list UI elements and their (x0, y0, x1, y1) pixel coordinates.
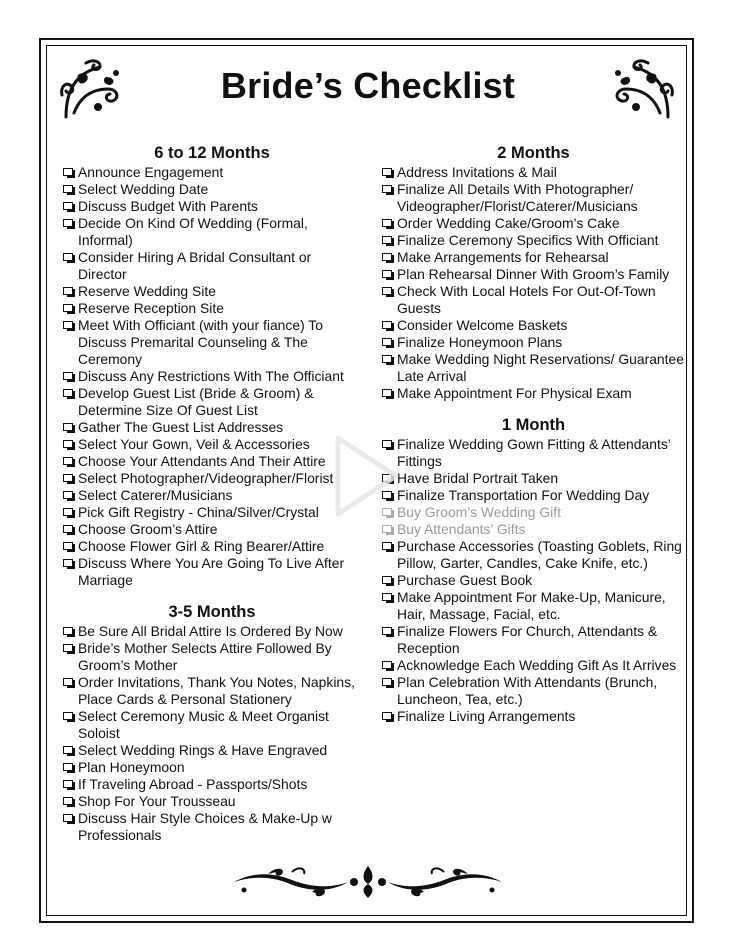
checklist-item[interactable] (62, 198, 362, 215)
checklist-item[interactable] (62, 453, 362, 470)
checklist-item-label: Acknowledge Each Wedding Gift As It Arrives (397, 657, 677, 673)
checklist-item[interactable] (62, 181, 362, 198)
checkbox-icon[interactable] (382, 236, 392, 244)
checkbox-icon[interactable] (63, 627, 73, 635)
checkbox-icon[interactable] (382, 576, 392, 584)
checklist-item-label: Select Wedding Date (78, 181, 209, 197)
checkbox-icon[interactable] (382, 593, 392, 601)
checkbox-icon[interactable] (63, 287, 73, 295)
checklist-item[interactable] (381, 334, 686, 351)
checklist-item[interactable] (62, 555, 362, 589)
checklist-item-label: Discuss Where You Are Going To Live After Marriage (78, 555, 345, 588)
checkbox-icon[interactable] (63, 202, 73, 210)
checklist-item-label: Reserve Wedding Site (78, 283, 216, 299)
checkbox-icon[interactable] (382, 219, 392, 227)
checklist-item[interactable] (62, 487, 362, 504)
checklist-item[interactable] (381, 657, 686, 674)
checklist-item-label: Be Sure All Bridal Attire Is Ordered By Now (78, 623, 343, 639)
checklist-item[interactable] (62, 385, 362, 419)
checklist-item-label: Consider Hiring A Bridal Consultant or Director (78, 249, 312, 282)
checkbox-icon[interactable] (382, 185, 392, 193)
checkbox-icon[interactable] (382, 338, 392, 346)
checklist-item-label: Announce Engagement (78, 164, 224, 180)
checkbox-icon[interactable] (63, 168, 73, 176)
checklist-item-label: Choose Flower Girl & Ring Bearer/Attire (78, 538, 325, 554)
checkbox-icon[interactable] (63, 253, 73, 261)
checklist-item[interactable] (62, 538, 362, 555)
checkbox-icon[interactable] (382, 287, 392, 295)
checklist-item[interactable] (381, 266, 686, 283)
checklist-item[interactable] (62, 759, 362, 776)
checklist-item-label: Shop For Your Trousseau (78, 793, 236, 809)
checklist-item-label: Finalize Ceremony Specifics With Officiant (397, 232, 659, 248)
checklist-item[interactable] (381, 572, 686, 589)
checkbox-icon[interactable] (63, 525, 73, 533)
checklist-item[interactable] (62, 470, 362, 487)
checkbox-icon[interactable] (63, 746, 73, 754)
checklist-item-label: Develop Guest List (Bride & Groom) & Determine Size Of Guest List (78, 385, 314, 418)
checkbox-icon[interactable] (63, 644, 73, 652)
checkbox-icon[interactable] (63, 542, 73, 550)
checklist-item-label: Select Photographer/Videographer/Florist (78, 470, 334, 486)
checklist-item-label: Plan Rehearsal Dinner With Groom’s Family (397, 266, 670, 282)
right-column (381, 143, 686, 738)
checklist-item[interactable] (381, 538, 686, 572)
checkbox-icon[interactable] (382, 321, 392, 329)
checklist-item-label: Make Wedding Night Reservations/ Guarantee Late Arrival (397, 351, 684, 384)
checklist-item-label: Bride’s Mother Selects Attire Followed By Groom’s Mother (78, 640, 332, 673)
checklist-item-label: Order Wedding Cake/Groom’s Cake (397, 215, 620, 231)
checklist-item[interactable] (381, 232, 686, 249)
checklist-item[interactable] (381, 283, 686, 317)
checklist-item-label: Finalize Wedding Gown Fitting & Attendants’ Fittings (397, 436, 671, 469)
checklist-item-label: Choose Your Attendants And Their Attire (78, 453, 326, 469)
checklist-item-label: Discuss Any Restrictions With The Officiant (78, 368, 344, 384)
checkbox-icon[interactable] (382, 661, 392, 669)
checkbox-icon[interactable] (63, 185, 73, 193)
checklist-item[interactable] (62, 623, 362, 640)
page-title: Bride’s Checklist (220, 65, 516, 106)
checklist-item[interactable] (381, 708, 686, 725)
checklist-item[interactable] (62, 249, 362, 283)
checklist-item[interactable] (381, 317, 686, 334)
checklist-item[interactable] (62, 436, 362, 453)
checklist-item[interactable] (381, 521, 686, 538)
section-2-months (381, 143, 686, 402)
checkbox-icon[interactable] (382, 542, 392, 550)
section-heading: 2 Months (497, 144, 570, 162)
checklist-item[interactable] (62, 164, 362, 181)
checklist-item-label: Order Invitations, Thank You Notes, Napkins, Place Cards & Personal Stationery (78, 674, 355, 707)
checklist-item[interactable] (381, 215, 686, 232)
checklist-item[interactable] (381, 436, 686, 470)
checkbox-icon[interactable] (63, 491, 73, 499)
checklist-item-label: Buy Groom’s Wedding Gift (397, 504, 561, 520)
checklist-item-label: Buy Attendants’ Gifts (397, 521, 526, 537)
checkbox-icon[interactable] (63, 219, 73, 227)
checkbox-icon[interactable] (382, 253, 392, 261)
section-1-month (381, 415, 686, 725)
checkbox-icon[interactable] (63, 423, 73, 431)
checklist-item-label: Check With Local Hotels For Out-Of-Town Guests (397, 283, 656, 316)
checklist-item-label: Finalize Transportation For Wedding Day (397, 487, 650, 503)
checklist-item[interactable] (62, 708, 362, 742)
checkbox-icon[interactable] (382, 525, 392, 533)
checkbox-icon[interactable] (382, 712, 392, 720)
checklist-item[interactable] (62, 215, 362, 249)
checklist-item[interactable] (62, 674, 362, 708)
checklist-item[interactable] (381, 181, 686, 215)
section-heading: 6 to 12 Months (154, 144, 270, 162)
checklist-item[interactable] (381, 470, 686, 487)
checklist-item-label: Plan Honeymoon (78, 759, 185, 775)
checklist-item-label: Make Appointment For Physical Exam (397, 385, 632, 401)
checklist-item-label: Consider Welcome Baskets (397, 317, 568, 333)
checkbox-icon[interactable] (63, 508, 73, 516)
checkbox-icon[interactable] (63, 814, 73, 822)
checkbox-icon[interactable] (63, 457, 73, 465)
checklist-item[interactable] (381, 249, 686, 266)
play-icon[interactable] (330, 432, 402, 520)
checkbox-icon[interactable] (63, 474, 73, 482)
checklist-item-label: Reserve Reception Site (78, 300, 224, 316)
section-heading: 1 Month (501, 416, 566, 434)
checklist-item-label: Purchase Accessories (Toasting Goblets, Ring Pillow, Garter, Candles, Cake Knife, etc.) (397, 538, 682, 571)
checklist-item-label: Meet With Officiant (with your fiance) To Discuss Premarital Counseling & The Ceremony (78, 317, 323, 367)
checkbox-icon[interactable] (382, 627, 392, 635)
checklist-item[interactable] (62, 776, 362, 793)
checklist-item[interactable] (381, 351, 686, 385)
checklist-item-label: Select Your Gown, Veil & Accessories (78, 436, 310, 452)
checklist-item-label: Gather The Guest List Addresses (78, 419, 284, 435)
checkbox-icon[interactable] (382, 270, 392, 278)
checklist-item-label: Discuss Budget With Parents (78, 198, 258, 214)
left-column (62, 143, 362, 857)
checklist-item[interactable] (381, 164, 686, 181)
section-heading: 3-5 Months (168, 603, 256, 621)
checklist-item[interactable] (381, 487, 686, 504)
checklist-item-label: Plan Celebration With Attendants (Brunch, Luncheon, Tea, etc.) (397, 674, 658, 707)
checkbox-icon[interactable] (63, 780, 73, 788)
section-6-to-12-months (62, 143, 362, 589)
checkbox-icon[interactable] (63, 559, 73, 567)
checklist-item-label: Make Appointment For Make-Up, Manicure, Hair, Massage, Facial, etc. (397, 589, 666, 622)
checklist-item-label: Select Ceremony Music & Meet Organist Soloist (78, 708, 329, 741)
checklist-item-label: Discuss Hair Style Choices & Make-Up w Professionals (78, 810, 332, 843)
checklist-item[interactable] (381, 674, 686, 708)
checkbox-icon[interactable] (382, 678, 392, 686)
checklist-item-label: Finalize Flowers For Church, Attendants & Reception (397, 623, 658, 656)
checklist-item[interactable] (62, 521, 362, 538)
checkbox-icon[interactable] (63, 797, 73, 805)
checklist-item[interactable] (62, 504, 362, 521)
bottom-flourish-icon (232, 862, 504, 902)
checklist-item-label: Select Wedding Rings & Have Engraved (78, 742, 328, 758)
checklist-item[interactable] (62, 317, 362, 368)
checkbox-icon[interactable] (382, 389, 392, 397)
checkbox-icon[interactable] (63, 763, 73, 771)
checklist-item-label: Finalize Honeymoon Plans (397, 334, 563, 350)
checkbox-icon[interactable] (63, 440, 73, 448)
checklist-item-label: Choose Groom’s Attire (78, 521, 218, 537)
section-3-5-months (62, 602, 362, 844)
checklist-item-label: Finalize Living Arrangements (397, 708, 576, 724)
checkbox-icon[interactable] (382, 355, 392, 363)
checkbox-icon[interactable] (382, 168, 392, 176)
checkbox-icon[interactable] (63, 389, 73, 397)
checklist-item[interactable] (62, 810, 362, 844)
checklist-item[interactable] (381, 385, 686, 402)
checklist-item-label: Address Invitations & Mail (397, 164, 557, 180)
checkbox-icon[interactable] (63, 304, 73, 312)
checklist-item[interactable] (62, 283, 362, 300)
checklist-item[interactable] (381, 504, 686, 521)
checklist-item[interactable] (62, 368, 362, 385)
checkbox-icon[interactable] (63, 321, 73, 329)
checklist-item[interactable] (381, 623, 686, 657)
checkbox-icon[interactable] (63, 372, 73, 380)
checklist-item[interactable] (62, 793, 362, 810)
checklist-item-label: Make Arrangements for Rehearsal (397, 249, 609, 265)
checkbox-icon[interactable] (63, 712, 73, 720)
checklist-item-label: Have Bridal Portrait Taken (397, 470, 559, 486)
checkbox-icon[interactable] (63, 678, 73, 686)
checklist-item[interactable] (62, 300, 362, 317)
checklist-item-label: Purchase Guest Book (397, 572, 533, 588)
checklist-item-label: Finalize All Details With Photographer/ Videographer/Florist/Caterer/Musicians (397, 181, 638, 214)
checklist-item[interactable] (62, 419, 362, 436)
checklist-item-label: If Traveling Abroad - Passports/Shots (78, 776, 308, 792)
checklist-item-label: Select Caterer/Musicians (78, 487, 233, 503)
checklist-item-label: Decide On Kind Of Wedding (Formal, Informal) (78, 215, 308, 248)
checklist-item-label: Pick Gift Registry - China/Silver/Crystal (78, 504, 319, 520)
checklist-item[interactable] (62, 640, 362, 674)
checklist-item[interactable] (62, 742, 362, 759)
checklist-item[interactable] (381, 589, 686, 623)
